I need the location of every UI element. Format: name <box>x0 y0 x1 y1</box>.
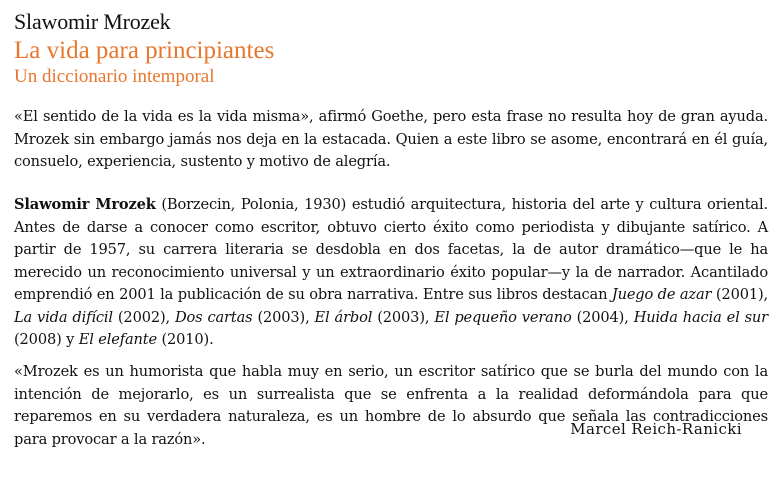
book-subtitle: Un diccionario intemporal <box>14 66 215 87</box>
book-title: La vida para principiantes <box>14 37 275 64</box>
bio-author-name: Slawomir Mrozek <box>14 196 156 213</box>
work-year: (2003), <box>372 308 435 326</box>
work-title: La vida difícil <box>14 308 113 326</box>
work-year: (2004), <box>571 308 634 326</box>
work-year: (2003), <box>252 308 315 326</box>
bio-paragraph <box>14 194 768 352</box>
work-year: (2010). <box>156 331 214 348</box>
work-year: (2008) y <box>14 331 79 348</box>
work-title: El árbol <box>314 308 373 326</box>
work-title: El elefante <box>78 331 157 348</box>
author-name: Slawomir Mrozek <box>14 9 171 34</box>
quote-author: Marcel Reich-Ranicki <box>570 420 742 438</box>
work-title: Dos cartas <box>174 308 253 326</box>
work-title: Juego de azar <box>611 286 712 303</box>
work-year: (2002), <box>112 308 175 326</box>
quote-paragraph: «Mrozek es un humorista que habla muy en serio, un escritor satírico que se burla del mundo con la intención de mejorarlo, es un surrealista que se enfrenta a la realidad deformándola para que reparemos en su verdadera naturaleza, es un hombre de lo absurdo que señala las contradicciones para provocar a la razón». <box>14 363 768 448</box>
work-title: Huida hacia el sur <box>633 308 768 326</box>
intro-paragraph: «El sentido de la vida es la vida misma», afirmó Goethe, pero esta frase no resulta hoy de gran ayuda. Mrozek sin embargo jamás nos deja en la estacada. Quien a este libro se asome, encontrará en él guía, consuelo, experiencia, sustento y motivo de alegría. <box>14 108 768 170</box>
bio-text: (Borzecin, Polonia, 1930) estudió arquitectura, historia del arte y cultura oriental. Antes de darse a conocer como escritor, obtuvo cierto éxito como periodista y dibujante satírico. A partir de 1957, su carrera literaria se desdobla en dos facetas, la de autor dramático—que le ha merecido un reconocimiento universal y un extraordinario éxito popular—y la de narrador. Acantilado emprendió en 2001 la publicación de su obra narrativa. Entre sus libros destacan <box>14 196 768 303</box>
work-year: (2001), <box>711 286 769 303</box>
work-title: El pequeño verano <box>434 308 572 326</box>
